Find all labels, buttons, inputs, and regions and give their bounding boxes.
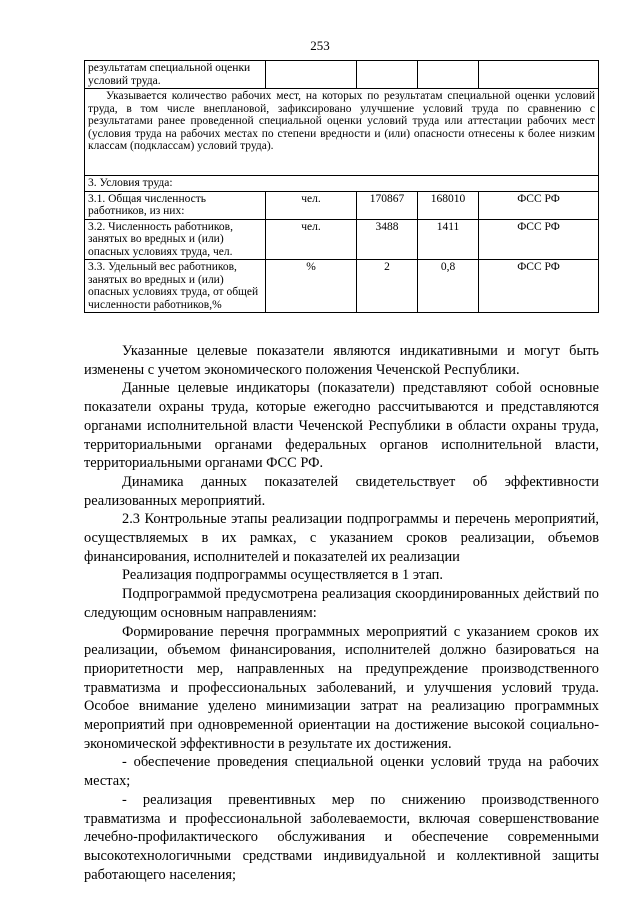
source-cell (479, 61, 599, 89)
value-cell: 3488 (357, 219, 418, 260)
paragraph: Данные целевые индикаторы (показатели) представляют собой основные показатели охраны труда, которые ежегодно рассчитываются и представляются органами исполнительной власти Чеченской Республики в области охраны труда, территориальными органами федеральных органов исполнительной власти, территориальными органами ФСС РФ. (84, 380, 599, 472)
value-cell: 168010 (418, 191, 479, 219)
unit-cell: чел. (266, 191, 357, 219)
paragraph: Динамика данных показателей свидетельствует об эффективности реализованных мероприятий. (84, 473, 599, 509)
table-row (85, 61, 599, 89)
source-cell: ФСС РФ (479, 260, 599, 313)
unit-cell: % (266, 260, 357, 313)
table-note (85, 89, 599, 176)
paragraph: Формирование перечня программных мероприятий с указанием сроков их реализации, объемом финансирования, исполнителей должно базироваться на приоритетности мер, направленных на предупреждение производственного травматизма и профессиональных заболеваний, и улучшения условий труда. Особое внимание уделено минимизации затрат на реализацию программных мероприятий при одновременной ориентации на достижение высокой социально-экономической эффективности в результате их достижения. (84, 623, 599, 752)
list-item: - обеспечение проведения специальной оценки условий труда на рабочих местах; (84, 754, 599, 790)
indicators-table (84, 60, 599, 313)
value-cell (357, 61, 418, 89)
section-heading: 2.3 Контрольные этапы реализации подпрограммы и перечень мероприятий, осуществляемых в их рамках, с указанием сроков реализации, объемов финансирования, исполнителей и показателей их реализации (84, 511, 599, 565)
value-cell: 0,8 (418, 260, 479, 313)
value-cell: 1411 (418, 219, 479, 260)
body-text (84, 342, 599, 884)
table-row (85, 219, 599, 260)
table-note-row (85, 89, 599, 176)
table-section-row (85, 176, 599, 192)
table-row (85, 260, 599, 313)
unit-cell (266, 61, 357, 89)
table-section-title: 3. Условия труда: (85, 176, 599, 192)
indicator-cell: 3.2. Численность работников, занятых во вредных и (или) опасных условиях труда, чел. (85, 219, 266, 260)
paragraph: Реализация подпрограммы осуществляется в 1 этап. (122, 567, 443, 584)
list-item: - реализация превентивных мер по снижению производственного травматизма и профессиональной заболеваемости, включая совершенствование лечебно-профилактического обслуживания и обеспечение современными высокотехнологичными средствами индивидуальной и коллективной защиты работающего населения; (84, 791, 599, 883)
source-cell: ФСС РФ (479, 191, 599, 219)
indicator-cell: 3.3. Удельный вес работников, занятых во вредных и (или) опасных условиях труда, от общей численности работников,% (85, 260, 266, 313)
value-cell: 170867 (357, 191, 418, 219)
page-number: 253 (310, 38, 330, 53)
paragraph: Подпрограммой предусмотрена реализация скоординированных действий по следующим основным направлениям: (84, 586, 599, 621)
indicator-cell: результатам специальной оценки условий труда. (85, 61, 266, 89)
unit-cell: чел. (266, 219, 357, 260)
table-note-text: Указывается количество рабочих мест, на которых по результатам специальной оценки условий труда, в том числе внеплановой, зафиксировано улучшение условий труда по сравнению с результатами ранее проведенной специальной оценки условий труда или аттестации рабочих мест (условия труда на рабочих местах по степени вредности и (или) опасности отнесены к более низким классам (подклассам) условий труда). (88, 90, 595, 152)
source-cell: ФСС РФ (479, 219, 599, 260)
value-cell (418, 61, 479, 89)
paragraph: Указанные целевые показатели являются индикативными и могут быть изменены с учетом экономического положения Чеченской Республики. (84, 343, 599, 378)
table-row (85, 191, 599, 219)
indicator-cell: 3.1. Общая численность работников, из них: (85, 191, 266, 219)
value-cell: 2 (357, 260, 418, 313)
